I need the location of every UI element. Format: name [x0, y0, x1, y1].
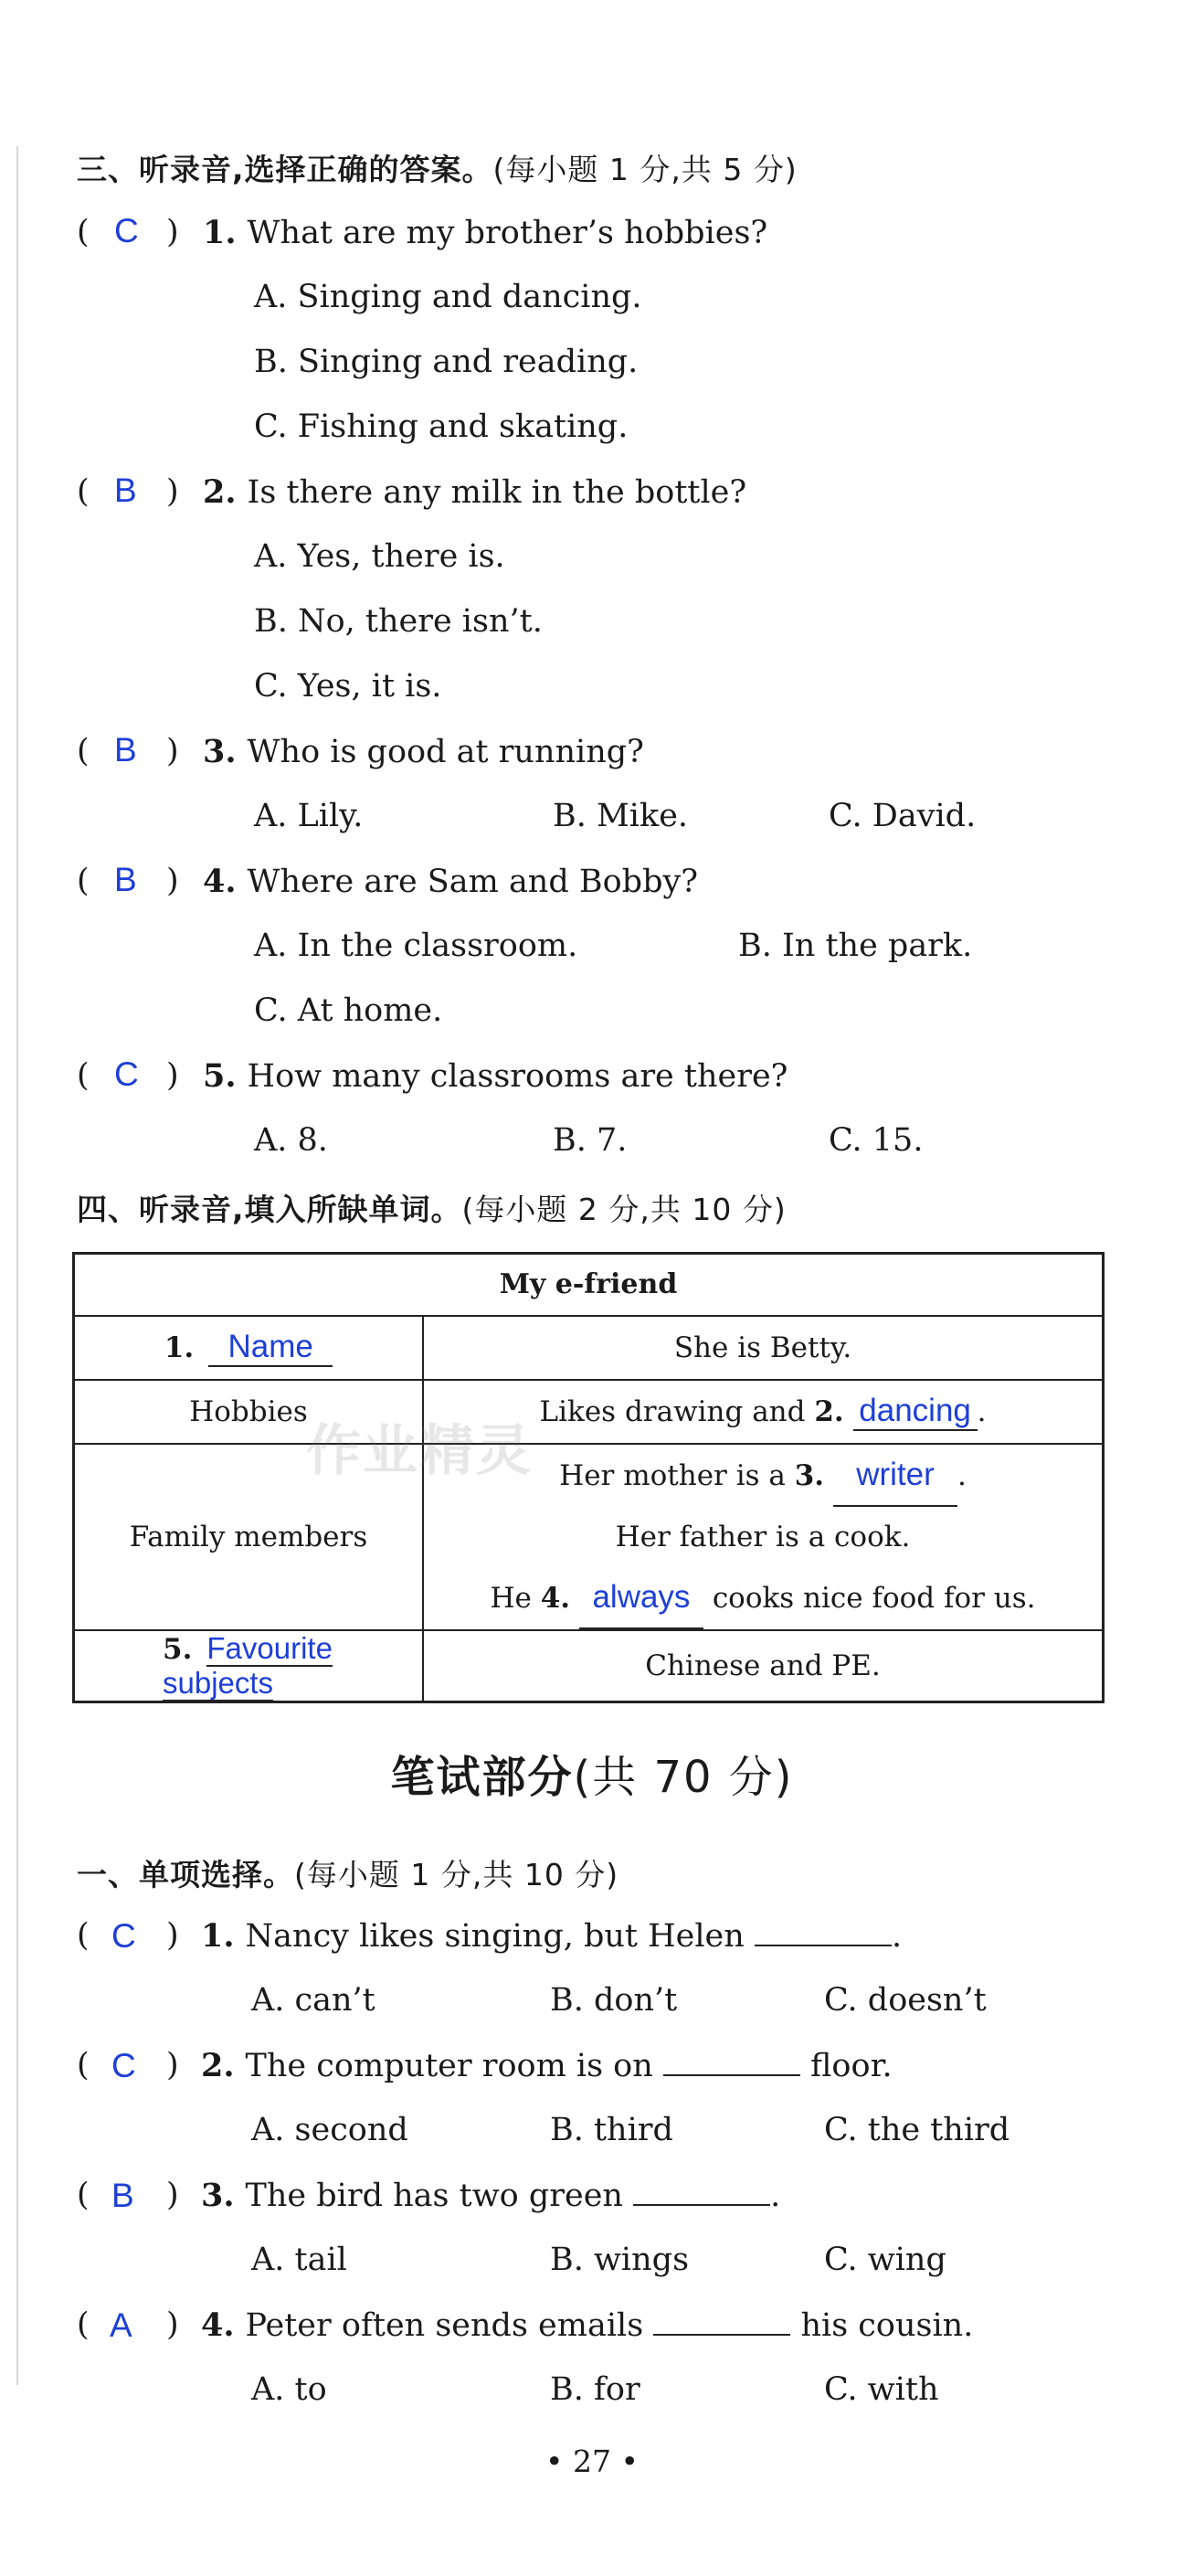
handwritten-answer: writer: [833, 1445, 957, 1507]
mc-question-2: 2. The computer room is on floor.: [201, 2047, 893, 2084]
option-b: B. Singing and reading.: [254, 344, 639, 380]
page-number: • 27 •: [545, 2443, 639, 2479]
option-a: A. 8.: [254, 1122, 328, 1159]
table-row: [74, 1630, 1104, 1702]
answer-paren: ): [166, 214, 179, 250]
table-cell: Chinese and PE.: [423, 1630, 1104, 1702]
option-b: B. third: [550, 2112, 673, 2148]
option-b: B. 7.: [553, 1122, 628, 1159]
answer-paren: (: [77, 1057, 90, 1094]
option-a: A. In the classroom.: [254, 928, 578, 964]
handwritten-answer: C: [111, 1917, 136, 1955]
mc-question-3: 3. The bird has two green .: [201, 2177, 781, 2214]
question-4: 4. Where are Sam and Bobby?: [203, 863, 699, 900]
table-cell: Family members: [74, 1444, 424, 1630]
mc-question-4: 4. Peter often sends emails his cousin.: [201, 2306, 974, 2344]
answer-paren: ): [166, 2047, 179, 2083]
handwritten-answer: Favourite subjects: [163, 1630, 333, 1700]
handwritten-answer: C: [111, 2047, 136, 2084]
option-b: B. Mike.: [553, 798, 689, 834]
table-cell: Her mother is a 3. writer . Her father is a cook. He 4. always cooks nice food for us.: [423, 1444, 1104, 1630]
option-a: A. can’t: [251, 1982, 375, 2019]
question-1: 1. What are my brother’s hobbies?: [203, 214, 768, 251]
answer-paren: (: [77, 1917, 90, 1954]
option-b: B. In the park.: [738, 928, 973, 964]
handwritten-answer: dancing: [853, 1393, 978, 1431]
option-c: C. At home.: [254, 992, 443, 1029]
handwritten-answer: B: [114, 472, 137, 509]
answer-paren: (: [77, 2177, 90, 2213]
option-a: A. to: [251, 2371, 327, 2408]
table-row: [74, 1444, 1104, 1630]
option-c: C. doesn’t: [824, 1982, 987, 2019]
option-a: A. tail: [251, 2242, 347, 2278]
section-1-heading: 一、单项选择。(每小题 1 分,共 10 分): [77, 1857, 619, 1892]
option-b: B. for: [550, 2371, 640, 2408]
mc-question-1: 1. Nancy likes singing, but Helen .: [201, 1917, 903, 1955]
answer-paren: ): [166, 2306, 179, 2343]
option-a: A. Yes, there is.: [254, 538, 505, 575]
table-cell: 5. Favourite subjects: [74, 1630, 424, 1702]
option-b: B. wings: [550, 2242, 690, 2278]
answer-paren: ): [166, 473, 179, 510]
answer-paren: (: [77, 214, 90, 250]
option-c: C. Fishing and skating.: [254, 408, 629, 445]
handwritten-answer: A: [110, 2306, 132, 2344]
e-friend-table: [72, 1252, 1105, 1703]
table-title: My e-friend: [74, 1254, 1104, 1316]
question-2: 2. Is there any milk in the bottle?: [203, 473, 747, 511]
answer-paren: (: [77, 733, 90, 769]
option-c: C. with: [824, 2371, 939, 2408]
table-row: [74, 1316, 1104, 1380]
option-c: C. 15.: [829, 1122, 924, 1159]
handwritten-answer: C: [114, 1055, 139, 1093]
answer-paren: (: [77, 2047, 90, 2083]
handwritten-answer: Name: [208, 1329, 333, 1367]
handwritten-answer: always: [579, 1567, 703, 1629]
option-a: A. Lily.: [254, 798, 364, 834]
question-5: 5. How many classrooms are there?: [203, 1057, 788, 1095]
handwritten-answer: C: [114, 212, 139, 249]
handwritten-answer: B: [111, 2177, 134, 2214]
option-b: B. No, there isn’t.: [254, 603, 543, 640]
option-c: C. David.: [829, 798, 977, 834]
answer-paren: ): [166, 733, 179, 769]
handwritten-answer: B: [114, 861, 137, 898]
answer-paren: ): [166, 863, 179, 899]
answer-paren: ): [166, 2177, 179, 2213]
page-edge-shadow: [16, 146, 18, 2385]
option-a: A. Singing and dancing.: [254, 279, 642, 315]
section-4-heading: 四、听录音,填入所缺单词。(每小题 2 分,共 10 分): [77, 1192, 787, 1227]
answer-paren: (: [77, 863, 90, 899]
watermark: 作业精灵: [306, 1419, 533, 1483]
table-cell: 1. Name: [74, 1316, 424, 1380]
table-row: [74, 1380, 1104, 1444]
question-3: 3. Who is good at running?: [203, 733, 644, 770]
table-cell: Hobbies: [74, 1380, 424, 1444]
answer-paren: (: [77, 473, 90, 510]
section-3-heading: 三、听录音,选择正确的答案。(每小题 1 分,共 5 分): [77, 152, 798, 187]
option-c: C. Yes, it is.: [254, 668, 442, 705]
option-a: A. second: [251, 2112, 408, 2148]
handwritten-answer: B: [114, 731, 137, 769]
table-cell: She is Betty.: [423, 1316, 1104, 1380]
answer-paren: ): [166, 1917, 179, 1954]
answer-paren: ): [166, 1057, 179, 1094]
option-c: C. the third: [824, 2112, 1010, 2148]
table-cell: Likes drawing and 2. dancing .: [423, 1380, 1104, 1444]
option-c: C. wing: [824, 2242, 946, 2278]
answer-paren: (: [77, 2306, 90, 2343]
option-b: B. don’t: [550, 1982, 678, 2019]
written-part-title: 笔试部分(共 70 分): [390, 1752, 794, 1803]
